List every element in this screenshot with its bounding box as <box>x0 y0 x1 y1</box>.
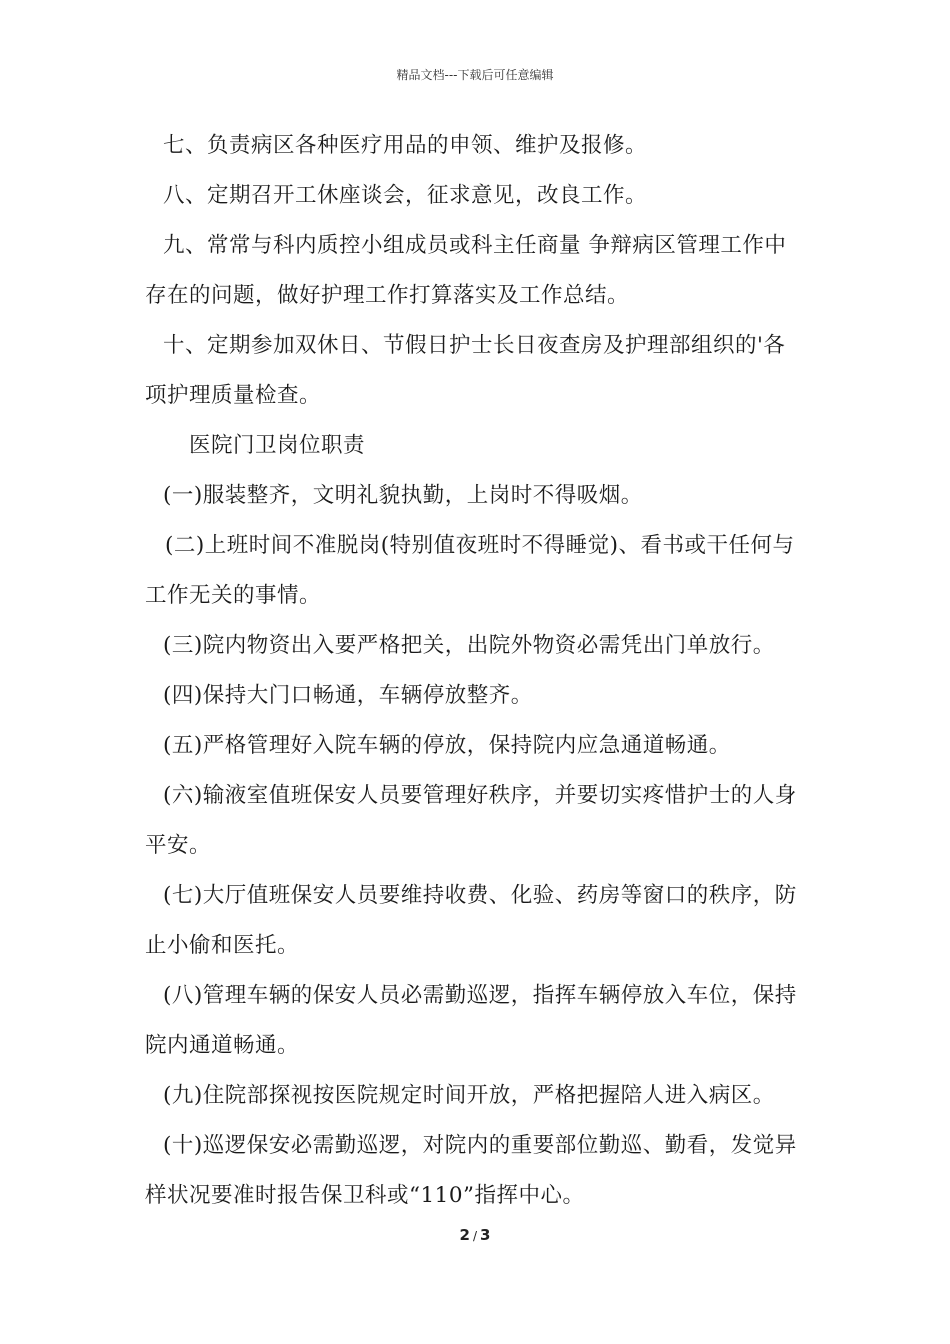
paragraph-line: 工作无关的事情。 <box>145 583 322 608</box>
page-header: 精品文档---下载后可任意编辑 <box>396 68 554 82</box>
page-number <box>0 1226 950 1244</box>
section-title: 医院门卫岗位职责 <box>189 433 366 458</box>
paragraph-line: 七、负责病区各种医疗用品的申领、维护及报修。 <box>163 133 648 158</box>
paragraph-line: 九、常常与科内质控小组成员或科主任商量 争辩病区管理工作中 <box>163 233 787 258</box>
paragraph-line: (八)管理车辆的保安人员必需勤巡逻，指挥车辆停放入车位，保持 <box>163 983 797 1008</box>
paragraph-line: (十)巡逻保安必需勤巡逻，对院内的重要部位勤巡、勤看，发觉异 <box>163 1133 797 1158</box>
current-page-number: 2 <box>459 1226 470 1244</box>
paragraph-line: (六)输液室值班保安人员要管理好秩序，并要切实疼惜护士的人身 <box>163 783 797 808</box>
paragraph-line: (九)住院部探视按医院规定时间开放，严格把握陪人进入病区。 <box>163 1083 775 1108</box>
paragraph-line: (二)上班时间不准脱岗(特别值夜班时不得睡觉)、看书或干任何与 <box>165 533 795 558</box>
paragraph-line: 八、定期召开工休座谈会，征求意见，改良工作。 <box>163 183 648 208</box>
paragraph-line: (五)严格管理好入院车辆的停放，保持院内应急通道畅通。 <box>163 733 731 758</box>
paragraph-line: (七)大厅值班保安人员要维持收费、化验、药房等窗口的秩序，防 <box>163 883 797 908</box>
paragraph-line: 平安。 <box>145 833 212 858</box>
paragraph-line: (一)服装整齐，文明礼貌执勤，上岗时不得吸烟。 <box>163 483 643 508</box>
paragraph-line: 样状况要准时报告保卫科或“110”指挥中心。 <box>145 1183 585 1208</box>
paragraph-line: 院内通道畅通。 <box>145 1033 300 1058</box>
page-number-separator: / <box>472 1229 478 1243</box>
paragraph-line: 项护理质量检查。 <box>145 383 322 408</box>
paragraph-line: (四)保持大门口畅通，车辆停放整齐。 <box>163 683 533 708</box>
total-page-count: 3 <box>480 1226 491 1244</box>
paragraph-line: (三)院内物资出入要严格把关，出院外物资必需凭出门单放行。 <box>163 633 775 658</box>
paragraph-line: 存在的问题，做好护理工作打算落实及工作总结。 <box>145 283 630 308</box>
paragraph-line: 十、定期参加双休日、节假日护士长日夜查房及护理部组织的'各 <box>163 333 786 358</box>
paragraph-line: 止小偷和医托。 <box>145 933 300 958</box>
